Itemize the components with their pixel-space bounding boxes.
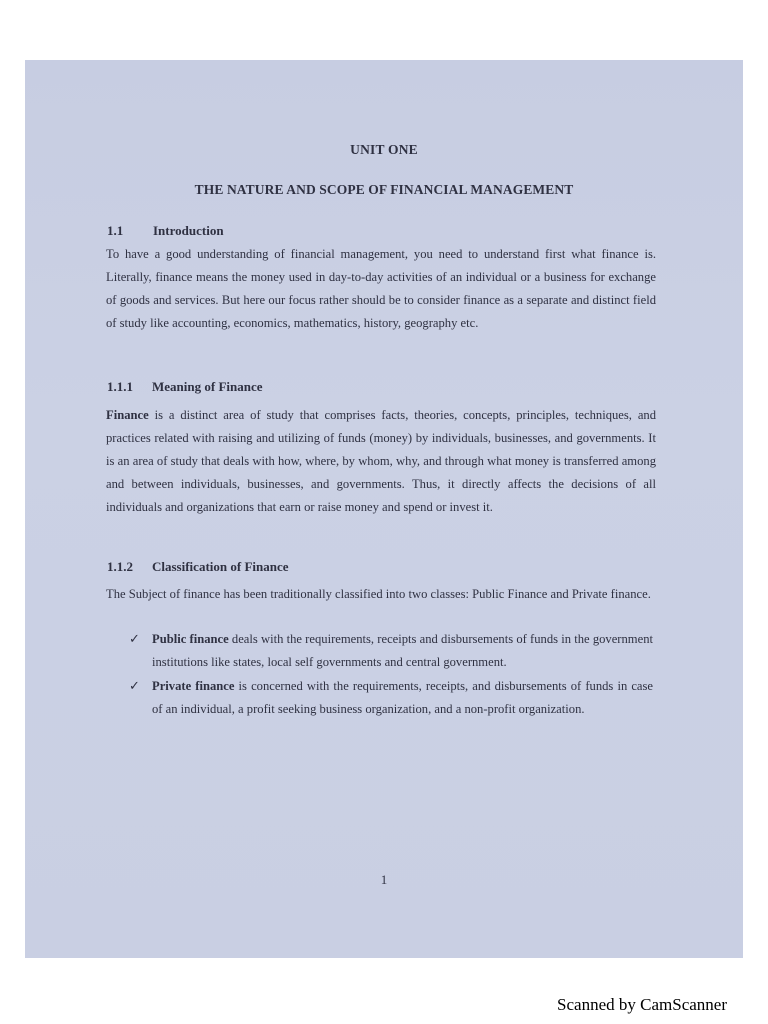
scanned-page: [25, 60, 743, 958]
section-number: 1.1.1: [107, 379, 133, 394]
section-number: 1.1.2: [107, 559, 133, 574]
section-title: Introduction: [153, 223, 224, 238]
meaning-paragraph: [106, 404, 656, 519]
classification-paragraph: The Subject of finance has been traditionally classified into two classes: Public Finance and Private finance.: [106, 587, 651, 601]
section-title: Meaning of Finance: [152, 379, 263, 394]
bold-term: Finance: [106, 408, 149, 422]
list-item-public-finance: [129, 628, 653, 674]
bullet-text: deals with the requirements, receipts and disbursements of funds in the government institutions like states, local self governments and central government.: [152, 632, 653, 669]
unit-title: UNIT ONE: [350, 142, 418, 157]
bold-term: Private finance: [152, 679, 235, 693]
section-title: Classification of Finance: [152, 559, 289, 574]
bold-term: Public finance: [152, 632, 229, 646]
section-heading-classification-of-finance: [107, 559, 289, 575]
page-number: 1: [380, 872, 388, 887]
section-number: 1.1: [107, 223, 124, 238]
section-heading-introduction: [107, 223, 224, 239]
check-mark-icon: ✓: [129, 679, 140, 694]
meaning-text: is a distinct area of study that comprises facts, theories, concepts, principles, techniques, and practices related with raising and utilizing of funds (money) by individuals, businesses, and governments. It is an area of study that deals with how, where, by whom, why, and through what money is transferred among and between individuals, businesses, and governments. Thus, it directly affects the decisions of all individuals and organizations that earn or raise money and spend or invest it.: [106, 408, 656, 514]
document-title: THE NATURE AND SCOPE OF FINANCIAL MANAGEMENT: [194, 182, 574, 197]
section-heading-meaning-of-finance: [107, 379, 263, 395]
bullet-text: is concerned with the requirements, receipts, and disbursements of funds in case of an individual, a profit seeking business organization, and a non-profit organization.: [152, 679, 654, 716]
list-item-private-finance: [129, 675, 653, 721]
scanner-watermark: Scanned by CamScanner: [557, 995, 727, 1014]
check-mark-icon: ✓: [129, 632, 140, 647]
introduction-paragraph: To have a good understanding of financial management, you need to understand first what finance is. Literally, finance means the money used in day-to-day activities of an individual or a business for exchange of goods and services. But here our focus rather should be to consider finance as a separate and distinct field of study like accounting, economics, mathematics, history, geography etc.: [106, 247, 656, 330]
